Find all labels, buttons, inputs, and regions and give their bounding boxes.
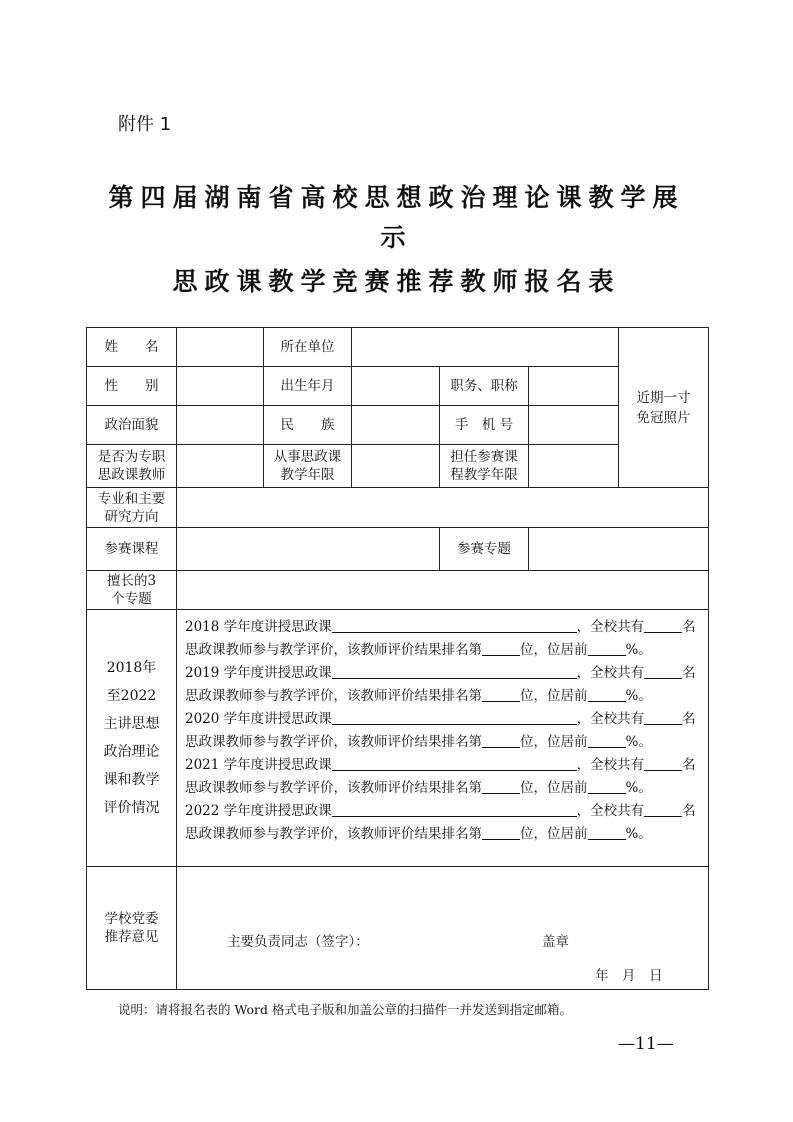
party-opinion-cell[interactable] [177,867,709,990]
topic-label: 参赛专题 [440,528,529,571]
job-title-value-cell[interactable] [529,367,619,406]
gender-value-cell[interactable] [177,367,264,406]
course-years-value-cell[interactable] [529,445,619,488]
rank-blank[interactable] [482,732,520,748]
course-name-blank[interactable] [332,663,577,679]
unit-value-cell[interactable] [352,328,619,367]
percent-sign-text: %。 [625,826,652,842]
course-years-label-text: 担任参赛课程教学年限 [450,449,518,483]
course-name-blank[interactable] [332,617,577,633]
eval-row-line-2 [185,777,708,800]
percent-blank[interactable] [588,778,626,794]
rank-blank[interactable] [482,686,520,702]
eval-row-line-2 [185,639,708,662]
eval-label [87,610,177,867]
eval-year-text: 2020 学年度讲授思政课 [185,711,332,727]
eval-year-text: 2019 学年度讲授思政课 [185,665,332,681]
school-total-text: ，全校共有 [576,711,645,727]
eval-row-line-2 [185,823,708,846]
gender-label: 性 别 [87,367,177,406]
major-label [87,488,177,528]
topic-value-cell[interactable] [529,528,709,571]
rank-text: 思政课教师参与教学评价，该教师评价结果排名第 [185,734,482,750]
attachment-label: 附件 1 [118,114,172,135]
rank-text: 思政课教师参与教学评价，该教师评价结果排名第 [185,642,482,658]
good-topics-label [87,571,177,610]
unit-text: 名 [682,757,696,773]
rank-text: 思政课教师参与教学评价，该教师评价结果排名第 [185,826,482,842]
phone-label: 手 机 号 [440,406,529,445]
rank-blank[interactable] [482,824,520,840]
eval-content[interactable] [177,610,709,867]
years-label [264,445,352,488]
unit-text: 名 [682,619,696,635]
registration-form [86,327,709,990]
unit-text: 名 [682,711,696,727]
name-label: 姓 名 [87,328,177,367]
rank-blank[interactable] [482,778,520,794]
percent-sign-text: %。 [625,688,652,704]
course-name-blank[interactable] [332,755,577,771]
major-label-text: 专业和主要研究方向 [97,490,166,525]
course-label: 参赛课程 [87,528,177,571]
unit-text: 名 [682,665,696,681]
title-line-3: 思政课教学竞赛推荐教师报名表 [172,267,621,296]
percent-blank[interactable] [588,686,626,702]
birth-value-cell[interactable] [352,367,440,406]
eval-row-line-2 [185,731,708,754]
percent-sign-text: %。 [625,780,652,796]
eval-row-line-2 [185,685,708,708]
school-total-text: ，全校共有 [576,619,645,635]
fulltime-label [87,445,177,488]
rank-blank[interactable] [482,640,520,656]
years-label-text: 从事思政课教学年限 [273,449,342,483]
photo-label: 近期一寸免冠照片 [636,389,691,426]
phone-value-cell[interactable] [529,406,619,445]
teacher-count-blank[interactable] [644,617,682,633]
percent-blank[interactable] [588,732,626,748]
rank-text: 思政课教师参与教学评价，该教师评价结果排名第 [185,688,482,704]
top-percent-text: 位，位居前 [520,688,588,704]
eval-label-text: 2018年至2022主讲思想政治理论课和教学评价情况 [103,660,160,816]
signature-label: 主要负责同志（签字）： [227,934,369,950]
rank-text: 思政课教师参与教学评价，该教师评价结果排名第 [185,780,482,796]
seal-label: 盖章 [542,934,569,950]
page-number: —11— [618,1034,674,1054]
top-percent-text: 位，位居前 [520,642,588,658]
teacher-count-blank[interactable] [644,663,682,679]
percent-sign-text: %。 [625,734,652,750]
ethnic-label: 民 族 [264,406,352,445]
party-label [87,867,177,990]
political-label: 政治面貌 [87,406,177,445]
fulltime-label-text: 是否为专职思政课教师 [97,449,166,483]
eval-year-text: 2021 学年度讲授思政课 [185,757,332,773]
course-value-cell[interactable] [177,528,440,571]
date-label: 年 月 日 [595,968,663,984]
name-value-cell[interactable] [177,328,264,367]
percent-blank[interactable] [588,824,626,840]
eval-row-line-1 [185,708,708,731]
title-line-2: 示 [380,223,413,252]
top-percent-text: 位，位居前 [520,826,588,842]
school-total-text: ，全校共有 [576,803,645,819]
good-topics-value-cell[interactable] [177,571,709,610]
eval-row-line-1 [185,800,708,823]
birth-label: 出生年月 [264,367,352,406]
major-value-cell[interactable] [177,488,709,528]
political-value-cell[interactable] [177,406,264,445]
ethnic-value-cell[interactable] [352,406,440,445]
unit-label: 所在单位 [264,328,352,367]
course-years-label [440,445,529,488]
eval-row-line-1 [185,754,708,777]
top-percent-text: 位，位居前 [520,780,588,796]
years-value-cell[interactable] [352,445,440,488]
fulltime-value-cell[interactable] [177,445,264,488]
eval-row-line-1 [185,616,708,639]
good-topics-label-text: 擅长的3个专题 [106,573,157,607]
job-title-label: 职务、职称 [440,367,529,406]
party-label-text: 学校党委推荐意见 [104,911,159,945]
course-name-blank[interactable] [332,801,577,817]
eval-year-text: 2022 学年度讲授思政课 [185,803,332,819]
school-total-text: ，全校共有 [576,665,645,681]
eval-year-text: 2018 学年度讲授思政课 [185,619,332,635]
instructions-note: 说明：请将报名表的 Word 格式电子版和加盖公章的扫描件一并发送到指定邮箱。 [118,1002,572,1017]
teacher-count-blank[interactable] [644,801,682,817]
percent-blank[interactable] [588,640,626,656]
photo-cell[interactable] [619,328,709,488]
teacher-count-blank[interactable] [644,755,682,771]
eval-row-line-1 [185,662,708,685]
unit-text: 名 [682,803,696,819]
title-line-1: 第四届湖南省高校思想政治理论课教学展 [108,183,685,212]
percent-sign-text: %。 [625,642,652,658]
course-name-blank[interactable] [332,709,577,725]
school-total-text: ，全校共有 [576,757,645,773]
top-percent-text: 位，位居前 [520,734,588,750]
teacher-count-blank[interactable] [644,709,682,725]
